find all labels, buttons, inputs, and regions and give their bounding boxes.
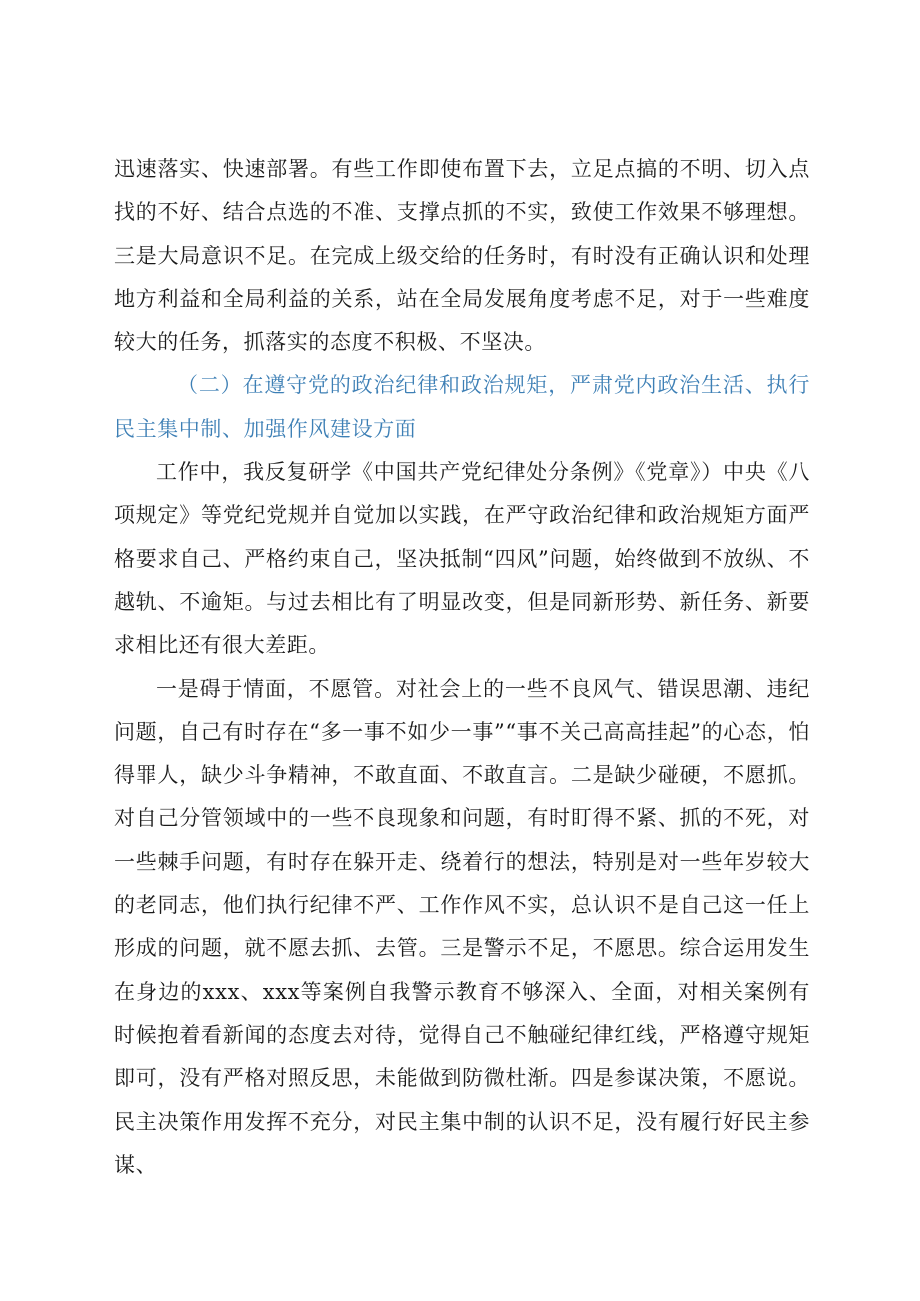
paragraph-continued: 迅速落实、快速部署。有些工作即使布置下去，立足点搞的不明、切入点找的不好、结合点选的不准、支撑点抓的不实，致使工作效果不够理想。三是大局意识不足。在完成上级交给的任务时，有时没有正确认识和处理地方利益和全局利益的关系，站在全局发展角度考虑不足，对于一些难度较大的任务，抓落实的态度不积极、不坚决。	[114, 157, 810, 355]
paragraph-study: 工作中，我反复研学《中国共产党纪律处分条例》《党章》）中央《八项规定》等党纪党规并自觉加以实践，在严守政治纪律和政治规矩方面严格要求自己、严格约束自己，坚决抵制“四风”问题，始终做到不放纵、不越轨、不逾矩。与过去相比有了明显改变，但是同新形势、新任务、新要求相比还有很大差距。	[114, 460, 810, 658]
document-body	[114, 148, 810, 1187]
paragraph-problems: 一是碍于情面，不愿管。对社会上的一些不良风气、错误思潮、违纪问题，自己有时存在“多一事不如少一事”“事不关己高高挂起”的心态，怕得罪人，缺少斗争精神，不敢直面、不敢直言。二是缺少碰硬，不愿抓。对自己分管领域中的一些不良现象和问题，有时盯得不紧、抓的不死，对一些棘手问题，有时存在躲开走、绕着行的想法，特别是对一些年岁较大的老同志，他们执行纪律不严、工作作风不实，总认识不是自己这一任上形成的问题，就不愿去抓、去管。三是警示不足，不愿思。综合运用发生在身边的xxx、xxx等案例自我警示教育不够深入、全面，对相关案例有时候抱着看新闻的态度去对待，觉得自己不触碰纪律红线，严格遵守规矩即可，没有严格对照反思，未能做到防微杜渐。四是参谋决策，不愿说。民主决策作用发挥不充分，对民主集中制的认识不足，没有履行好民主参谋、	[114, 676, 810, 1177]
section-heading: （二）在遵守党的政治纪律和政治规矩，严肃党内政治生活、执行民主集中制、加强作风建设方面	[114, 373, 810, 441]
